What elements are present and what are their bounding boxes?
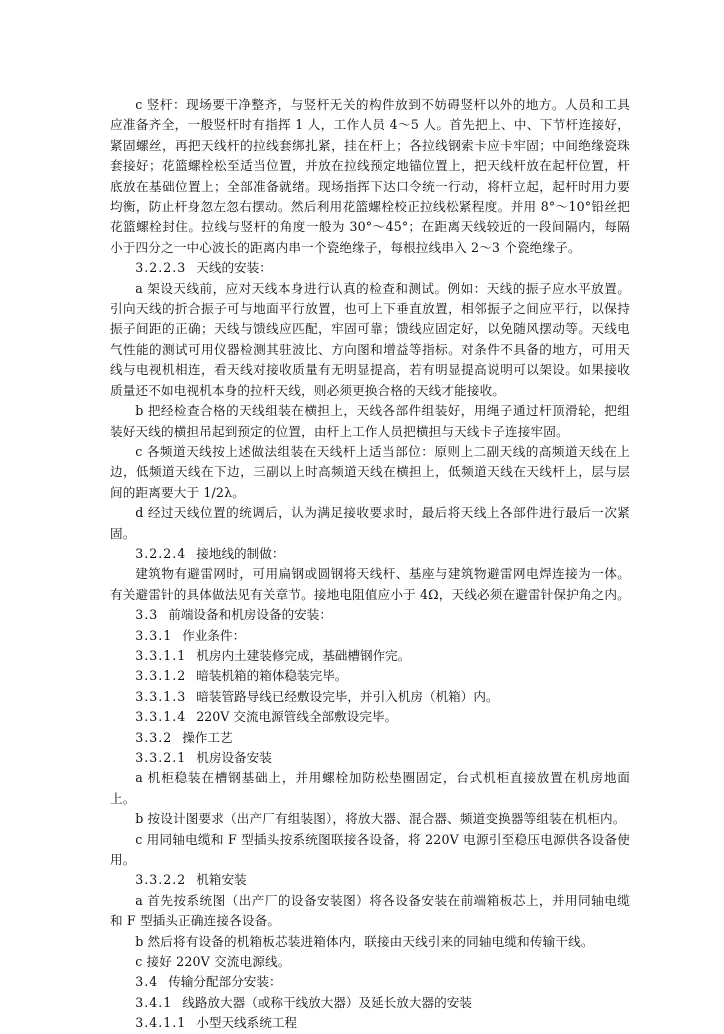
section-number: 3.3.2.2 — [135, 872, 187, 888]
section-title: 机房内土建装修完成，基础槽钢作完。 — [196, 647, 411, 663]
section-number: 3.4.1 — [135, 994, 173, 1010]
paragraph-grounding: 建筑物有避雷网时，可用扁钢或圆钢将天线杆、基座与建筑物避雷网电焊连接为一体。有关避雷针的具体做法见有关章节。接地电阻值应小于 4Ω，天线必须在避雷针保护角之内。 — [110, 566, 630, 602]
paragraph-cabinet-connect: c 用同轴电缆和 F 型插头按系统图联接各设备，将 220V 电源引至稳压电源供各设备使用。 — [110, 831, 630, 868]
paragraph-antenna-check: a 架设天线前，应对天线本身进行认真的检查和测试。例如：天线的振子应水平放置。引向天线的折合振子可与地面平行放置，也可上下垂直放置，相邻振子之间应平行，以保持振子间距的正确；天线与馈线应匹配，牢固可靠；馈线应固定好，以免随风摆动等。天线电气性能的测试可用仪器检测其驻波比、方向图和增益等指标。对条件不具备的地方，可用天线与电视机相连，看天线对接收质量有无明显提高，若有明显提高说明可以架设。如果接收质量还不如电视机本身的拉杆天线，则必须更换合格的天线才能接收。 — [110, 280, 630, 398]
section-title: 操作工艺 — [182, 729, 233, 745]
section-title: 暗装管路导线已经敷设完毕，并引入机房（机箱）内。 — [196, 688, 499, 704]
section-heading-3-3-2-1 — [110, 748, 630, 768]
paragraph-erecting-pole: c 竖杆：现场要干净整齐，与竖杆无关的构件放到不妨碍竖杆以外的地方。人员和工具应准备齐全，一般竖杆时有指挥 1 人，工作人员 4～5 人。首先把上、中、下节杆连接好，紧固螺丝，再把天线杆的拉线套绑扎紧，挂在杆上；各拉线钢索卡应卡牢固；中间绝缘瓷珠套接好；花篮螺栓松至适当位置，并放在拉线预定地锚位置上，把天线杆放在起杆位置，杆底放在基础位置上；全部准备就绪。现场指挥下达口令统一行动，将杆立起，起杆时用力要均衡，防止杆身忽左忽右摆动。然后利用花篮螺栓校正拉线松紧程度。并用 8°～10°铅丝把花篮螺栓封住。拉线与竖杆的角度一般为 30°～45°；在距离天线较近的一段间隔内，每隔小于四分之一中心波长的距离内串一个瓷绝缘子，每根拉线串入 2～3 个瓷绝缘子。 — [110, 97, 630, 255]
paragraph-cabinet-mount: a 机柜稳装在槽钢基础上，并用螺栓加防松垫圈固定，台式机柜直接放置在机房地面上。 — [110, 770, 630, 806]
section-number: 3.3.1.1 — [135, 647, 187, 663]
section-number: 3.3.2.1 — [135, 750, 187, 765]
section-number: 3.3.1.4 — [135, 709, 187, 725]
section-heading-3-3-1-1 — [110, 646, 630, 666]
section-number: 3.4 — [135, 974, 159, 990]
section-heading-3-3-1 — [110, 626, 630, 646]
section-heading-3-4 — [110, 972, 630, 992]
paragraph-antenna-assemble: b 把经检查合格的天线组装在横担上，天线各部件组装好，用绳子通过杆顶滑轮，把组装好天线的横担吊起到预定的位置，由杆上工作人员把横担与天线卡子连接牢固。 — [110, 403, 630, 439]
section-number: 3.3.1 — [135, 627, 173, 643]
paragraph-box-insert: b 然后将有设备的机箱板芯装进箱体内，联接由天线引来的同轴电缆和传输干线。 — [135, 933, 594, 949]
section-heading-3-3-1-3 — [110, 687, 630, 707]
section-title: 前端设备和机房设备的安装： — [168, 607, 332, 623]
section-number: 3.3 — [135, 607, 159, 623]
section-heading-3-3-1-2 — [110, 666, 630, 686]
section-heading-3-4-1 — [110, 993, 630, 1013]
section-title: 机箱安装 — [196, 872, 247, 888]
section-title: 传输分配部分安装： — [168, 974, 282, 990]
document-body — [110, 95, 630, 1034]
section-title: 小型天线系统工程 — [196, 1015, 297, 1031]
paragraph-antenna-position: c 各频道天线按上述做法组装在天线杆上适当部位：原则上二副天线的高频道天线在上边，低频道天线在下边，三副以上时高频道天线在横担上，低频道天线在天线杆上，层与层间的距离要大于 1/2λ。 — [110, 443, 630, 500]
section-heading-3-2-2-3 — [110, 258, 630, 278]
section-heading-3-4-1-1 — [110, 1013, 630, 1033]
section-heading-3-3 — [110, 605, 630, 625]
section-title: 线路放大器（或称干线放大器）及延长放大器的安装 — [182, 994, 472, 1010]
paragraph-cabinet-assemble: b 按设计图要求（出产厂有组装图），将放大器、混合器、频道变换器等组装在机柜内。 — [135, 811, 626, 827]
section-number: 3.3.2 — [135, 729, 173, 745]
section-title: 作业条件： — [182, 627, 246, 643]
paragraph-box-install: a 首先按系统图（出产厂的设备安装图）将各设备安装在前端箱板芯上，并用同轴电缆和 F 型插头正确连接各设备。 — [110, 892, 630, 929]
section-heading-3-3-2 — [110, 728, 630, 748]
section-heading-3-3-1-4 — [110, 707, 630, 727]
section-title: 暗装机箱的箱体稳装完毕。 — [196, 668, 348, 684]
section-title: 220V 交流电源管线全部敷设完毕。 — [196, 709, 398, 725]
section-title: 机房设备安装 — [196, 750, 272, 765]
paragraph-antenna-tighten: d 经过天线位置的统调后，认为满足接收要求时，最后将天线上各部件进行最后一次紧固。 — [110, 505, 630, 541]
section-number: 3.2.2.3 — [135, 260, 187, 276]
section-title: 接地线的制做： — [196, 545, 285, 561]
paragraph-box-power: c 接好 220V 交流电源线。 — [135, 954, 291, 970]
section-number: 3.2.2.4 — [135, 545, 187, 561]
section-title: 天线的安装： — [196, 260, 272, 276]
section-number: 3.4.1.1 — [135, 1015, 187, 1031]
section-number: 3.3.1.3 — [135, 688, 187, 704]
section-heading-3-2-2-4 — [110, 544, 630, 564]
section-heading-3-3-2-2 — [110, 870, 630, 890]
section-number: 3.3.1.2 — [135, 668, 187, 684]
